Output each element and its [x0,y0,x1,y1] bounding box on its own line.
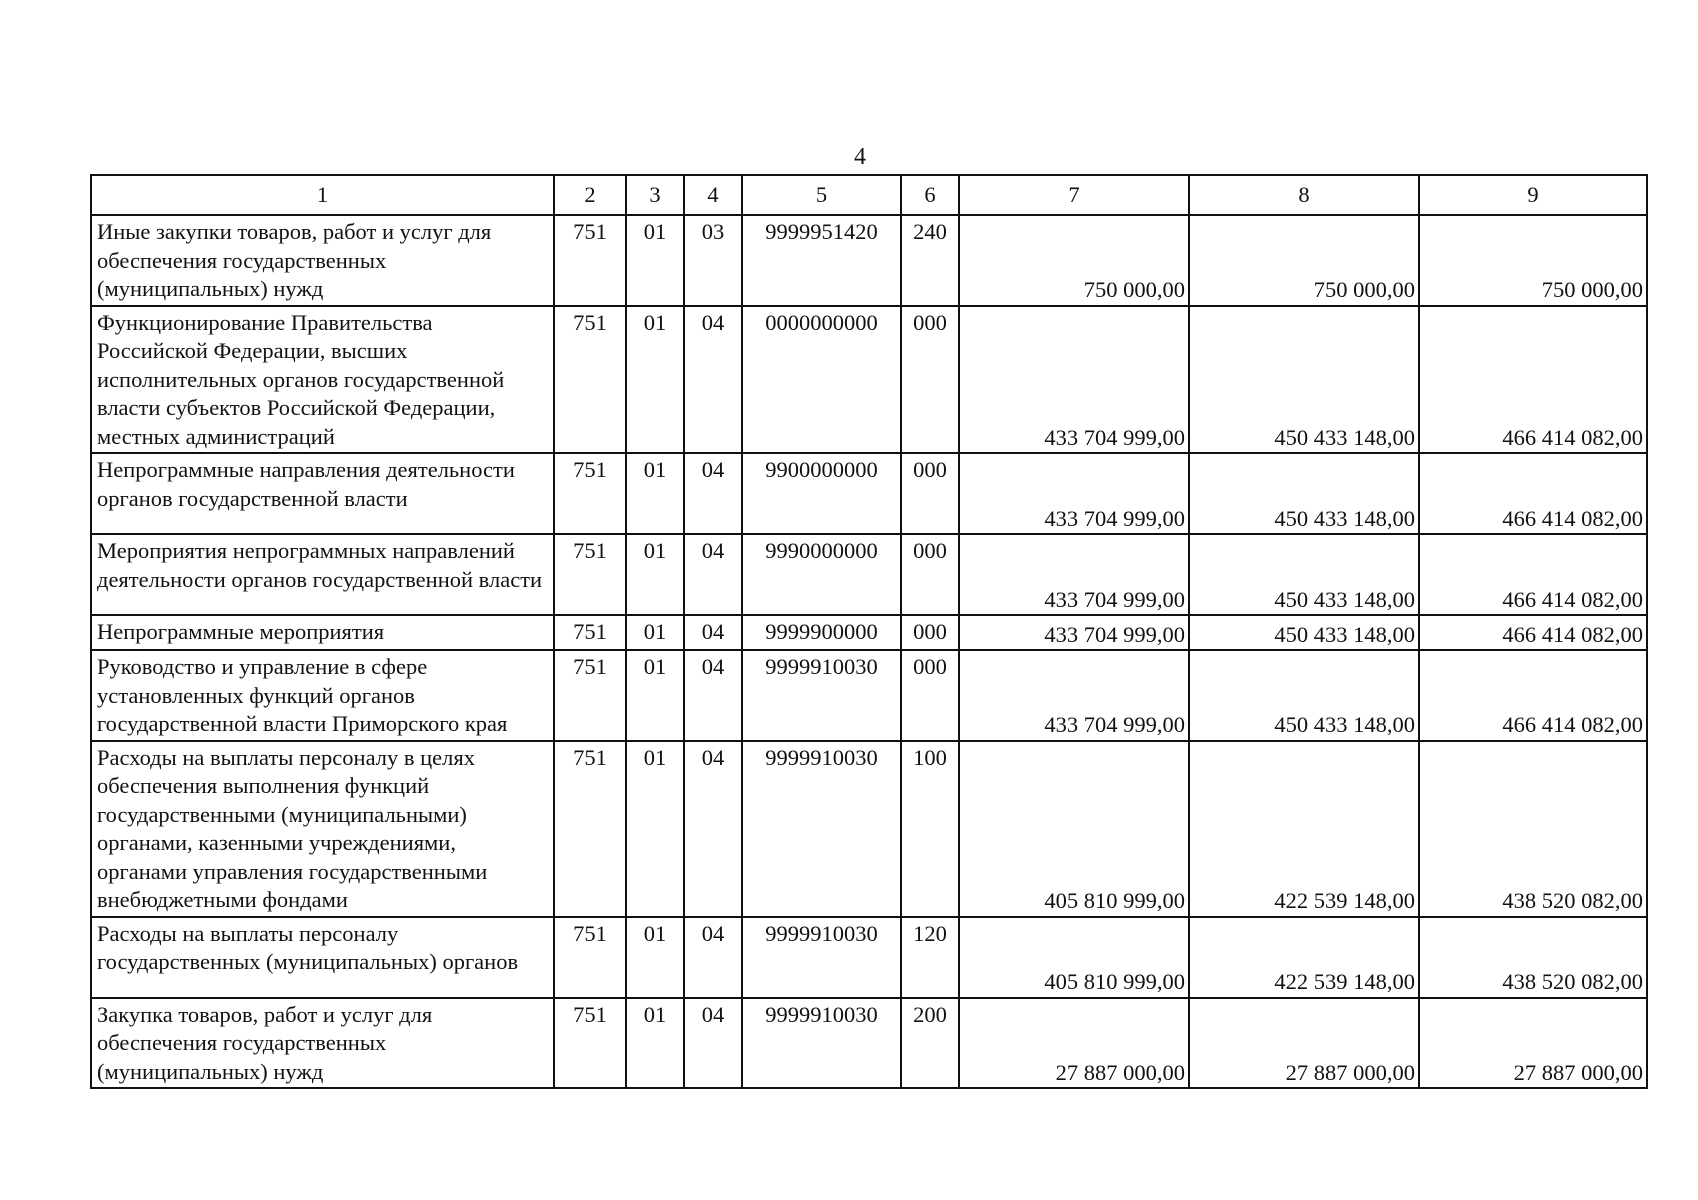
amount-col9-cell: 466 414 082,00 [1419,534,1647,615]
amount-col8-cell: 750 000,00 [1189,215,1419,306]
amount-col9-cell: 438 520 082,00 [1419,741,1647,917]
expense-type-cell: 100 [901,741,959,917]
row-name-cell: Непрограммные мероприятия [91,615,554,650]
column-header-5: 5 [742,175,901,215]
expense-type-cell: 000 [901,615,959,650]
row-name-cell: Расходы на выплаты персоналу государственных (муниципальных) органов [91,917,554,998]
table-row [91,453,1647,534]
expense-type-cell: 000 [901,650,959,741]
amount-col8-cell: 450 433 148,00 [1189,306,1419,454]
row-name-cell: Расходы на выплаты персоналу в целях обеспечения выполнения функций государственными (муниципальными) органами, казенными учреждениями, органами управления государственными внебюджетными фондами [91,741,554,917]
column-header-6: 6 [901,175,959,215]
section-code-cell: 01 [626,215,684,306]
amount-col7-cell: 750 000,00 [959,215,1189,306]
table-row [91,650,1647,741]
table-row [91,917,1647,998]
column-header-8: 8 [1189,175,1419,215]
header-row [91,175,1647,215]
ministry-code-cell: 751 [554,453,626,534]
amount-col7-cell: 433 704 999,00 [959,453,1189,534]
table-row [91,534,1647,615]
amount-col8-cell: 422 539 148,00 [1189,917,1419,998]
amount-col7-cell: 433 704 999,00 [959,650,1189,741]
subsection-code-cell: 04 [684,534,742,615]
target-article-cell: 9999910030 [742,998,901,1089]
table-body [91,215,1647,1088]
column-header-7: 7 [959,175,1189,215]
ministry-code-cell: 751 [554,306,626,454]
section-code-cell: 01 [626,998,684,1089]
section-code-cell: 01 [626,917,684,998]
column-header-1: 1 [91,175,554,215]
row-name-cell: Иные закупки товаров, работ и услуг для обеспечения государственных (муниципальных) нужд [91,215,554,306]
table-row [91,615,1647,650]
amount-col7-cell: 433 704 999,00 [959,615,1189,650]
expense-type-cell: 200 [901,998,959,1089]
amount-col9-cell: 27 887 000,00 [1419,998,1647,1089]
section-code-cell: 01 [626,741,684,917]
amount-col9-cell: 438 520 082,00 [1419,917,1647,998]
subsection-code-cell: 04 [684,650,742,741]
row-name-cell: Мероприятия непрограммных направлений деятельности органов государственной власти [91,534,554,615]
table-row [91,741,1647,917]
amount-col8-cell: 450 433 148,00 [1189,534,1419,615]
row-name-cell: Функционирование Правительства Российской Федерации, высших исполнительных органов государственной власти субъектов Российской Федерации, местных администраций [91,306,554,454]
amount-col7-cell: 433 704 999,00 [959,534,1189,615]
amount-col8-cell: 450 433 148,00 [1189,453,1419,534]
column-header-3: 3 [626,175,684,215]
section-code-cell: 01 [626,534,684,615]
target-article-cell: 9999910030 [742,650,901,741]
expense-type-cell: 000 [901,453,959,534]
ministry-code-cell: 751 [554,741,626,917]
ministry-code-cell: 751 [554,615,626,650]
amount-col9-cell: 466 414 082,00 [1419,615,1647,650]
target-article-cell: 9999951420 [742,215,901,306]
column-header-4: 4 [684,175,742,215]
section-code-cell: 01 [626,615,684,650]
target-article-cell: 0000000000 [742,306,901,454]
section-code-cell: 01 [626,306,684,454]
ministry-code-cell: 751 [554,998,626,1089]
amount-col9-cell: 750 000,00 [1419,215,1647,306]
subsection-code-cell: 04 [684,453,742,534]
column-header-9: 9 [1419,175,1647,215]
expense-type-cell: 240 [901,215,959,306]
column-header-2: 2 [554,175,626,215]
subsection-code-cell: 04 [684,615,742,650]
budget-table [90,174,1648,1089]
ministry-code-cell: 751 [554,650,626,741]
ministry-code-cell: 751 [554,917,626,998]
amount-col9-cell: 466 414 082,00 [1419,650,1647,741]
amount-col8-cell: 450 433 148,00 [1189,615,1419,650]
expense-type-cell: 000 [901,534,959,615]
amount-col8-cell: 422 539 148,00 [1189,741,1419,917]
table-row [91,215,1647,306]
amount-col9-cell: 466 414 082,00 [1419,306,1647,454]
amount-col7-cell: 27 887 000,00 [959,998,1189,1089]
target-article-cell: 9999900000 [742,615,901,650]
page-number: 4 [854,144,866,170]
subsection-code-cell: 03 [684,215,742,306]
row-name-cell: Руководство и управление в сфере установленных функций органов государственной власти Приморского края [91,650,554,741]
row-name-cell: Непрограммные направления деятельности органов государственной власти [91,453,554,534]
amount-col9-cell: 466 414 082,00 [1419,453,1647,534]
target-article-cell: 9999910030 [742,917,901,998]
amount-col8-cell: 27 887 000,00 [1189,998,1419,1089]
amount-col7-cell: 405 810 999,00 [959,741,1189,917]
amount-col7-cell: 433 704 999,00 [959,306,1189,454]
target-article-cell: 9990000000 [742,534,901,615]
expense-type-cell: 120 [901,917,959,998]
table-row [91,998,1647,1089]
table-row [91,306,1647,454]
target-article-cell: 9999910030 [742,741,901,917]
subsection-code-cell: 04 [684,741,742,917]
ministry-code-cell: 751 [554,215,626,306]
target-article-cell: 9900000000 [742,453,901,534]
amount-col8-cell: 450 433 148,00 [1189,650,1419,741]
subsection-code-cell: 04 [684,917,742,998]
expense-type-cell: 000 [901,306,959,454]
row-name-cell: Закупка товаров, работ и услуг для обеспечения государственных (муниципальных) нужд [91,998,554,1089]
section-code-cell: 01 [626,453,684,534]
section-code-cell: 01 [626,650,684,741]
ministry-code-cell: 751 [554,534,626,615]
subsection-code-cell: 04 [684,998,742,1089]
subsection-code-cell: 04 [684,306,742,454]
amount-col7-cell: 405 810 999,00 [959,917,1189,998]
